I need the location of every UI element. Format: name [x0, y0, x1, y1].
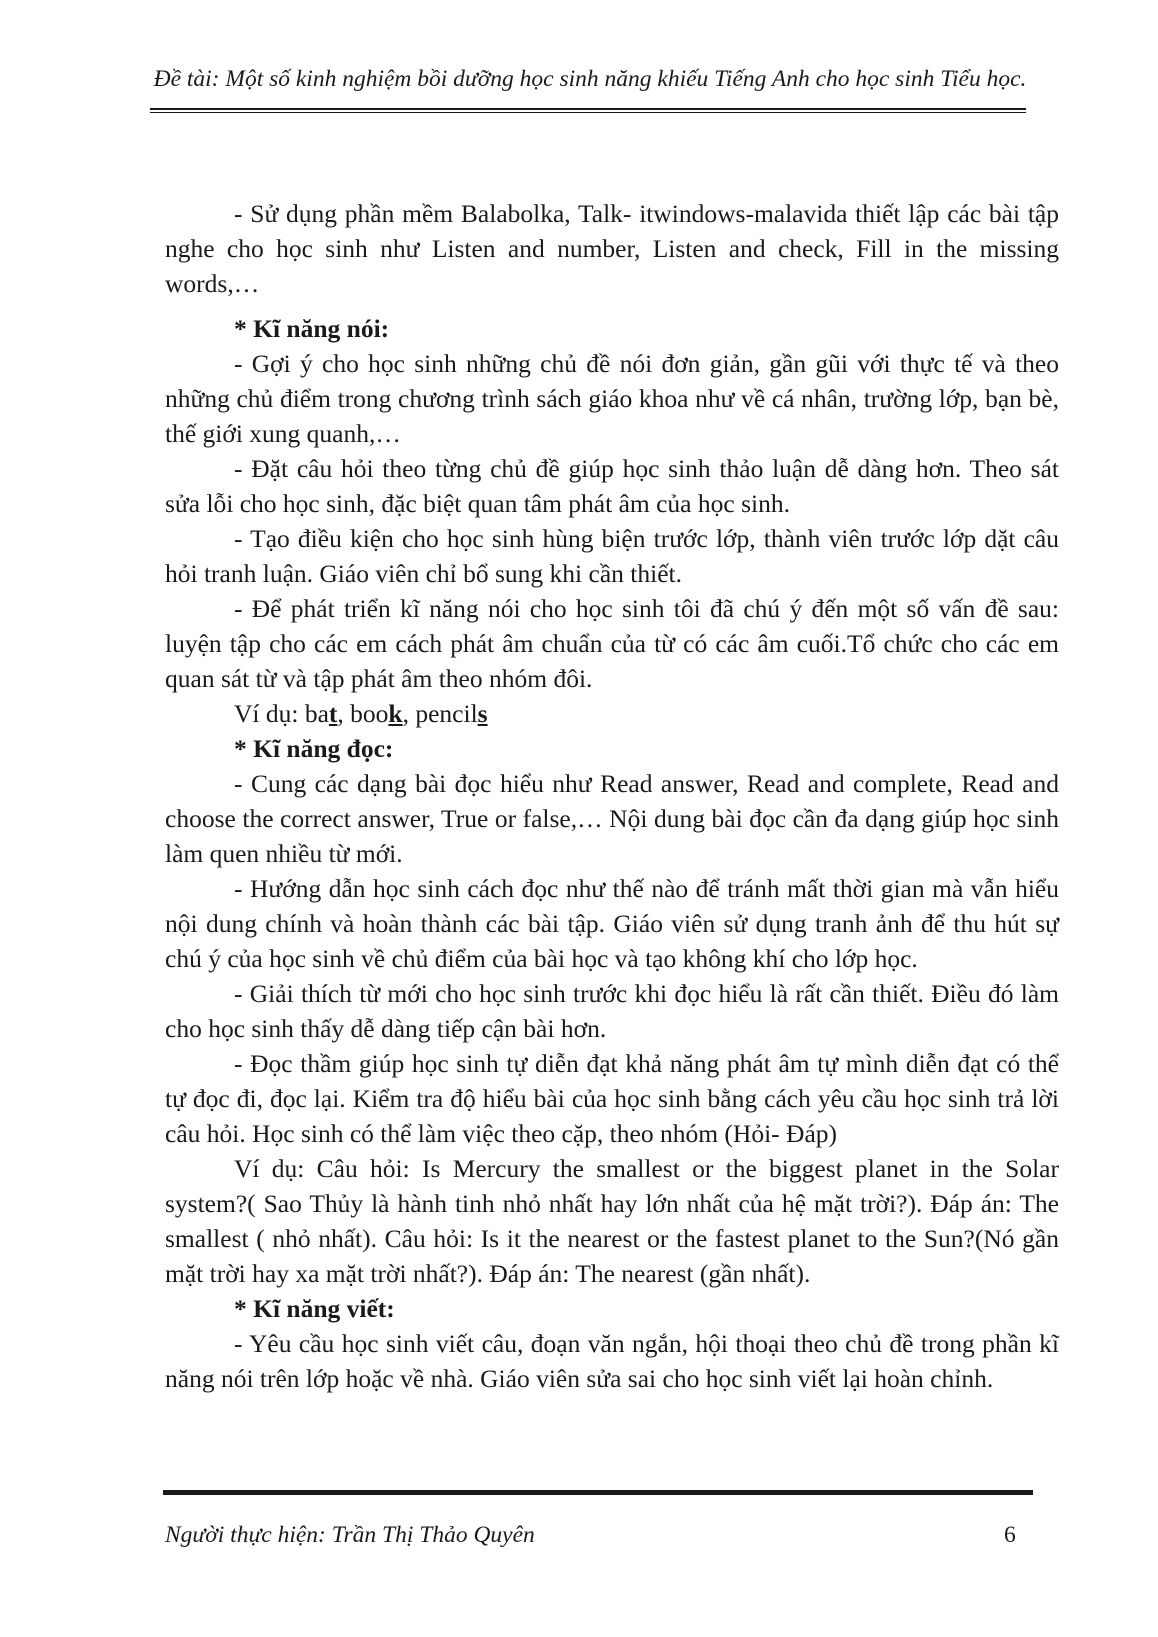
- paragraph-listening-software: - Sử dụng phần mềm Balabolka, Talk- itwindows-malavida thiết lập các bài tập nghe cho học sinh như Listen and number, Listen and check, Fill in the missing words,…: [165, 199, 1059, 298]
- speaking-item-4: - Để phát triển kĩ năng nói cho học sinh tôi đã chú ý đến một số vấn đề sau: luyện tập cho các em cách phát âm chuẩn của từ có các âm cuối.Tổ chức cho các em quan sát từ và tập phát âm theo nhóm đôi.: [165, 594, 1059, 693]
- header-rule-thin: [150, 112, 1026, 113]
- example-sep-2: , pencil: [402, 699, 478, 728]
- reading-item-2: - Hướng dẫn học sinh cách đọc như thế nào để tránh mất thời gian mà vẫn hiểu nội dung chính và hoàn thành các bài tập. Giáo viên sử dụng tranh ảnh để thu hút sự chú ý của học sinh về chủ điểm của bài học và tạo không khí cho lớp học.: [165, 874, 1059, 973]
- speaking-item-2: - Đặt câu hỏi theo từng chủ đề giúp học sinh thảo luận dễ dàng hơn. Theo sát sửa lỗi cho học sinh, đặc biệt quan tâm phát âm của học sinh.: [165, 454, 1059, 518]
- footer-rule: [163, 1490, 1033, 1495]
- example-ending-t: t: [328, 699, 338, 728]
- speaking-item-3: - Tạo điều kiện cho học sinh hùng biện trước lớp, thành viên trước lớp dặt câu hỏi tranh luận. Giáo viên chỉ bổ sung khi cần thiết.: [165, 524, 1059, 588]
- document-header-title: Đề tài: Một số kinh nghiệm bồi dưỡng học sinh năng khiếu Tiếng Anh cho học sinh Tiểu học.: [153, 66, 1027, 92]
- section-heading-writing: * Kĩ năng viết:: [234, 1294, 395, 1323]
- document-body: [165, 196, 1059, 1396]
- footer-author: Người thực hiện: Trần Thị Thảo Quyên: [165, 1522, 535, 1548]
- example-ending-k: k: [388, 699, 403, 728]
- writing-item-1: - Yêu cầu học sinh viết câu, đoạn văn ngắn, hội thoại theo chủ đề trong phần kĩ năng nói trên lớp hoặc về nhà. Giáo viên sửa sai cho học sinh viết lại hoàn chỉnh.: [165, 1329, 1059, 1393]
- header-rule: [150, 108, 1026, 110]
- reading-example: Ví dụ: Câu hỏi: Is Mercury the smallest or the biggest planet in the Solar system?( Sao Thủy là hành tinh nhỏ nhất hay lớn nhất của hệ mặt trời?). Đáp án: The smallest ( nhỏ nhất). Câu hỏi: Is it the nearest or the fastest planet to the Sun?(Nó gần mặt trời hay xa mặt trời nhất?). Đáp án: The nearest (gần nhất).: [165, 1154, 1059, 1288]
- reading-item-3: - Giải thích từ mới cho học sinh trước khi đọc hiểu là rất cần thiết. Điều đó làm cho học sinh thấy dễ dàng tiếp cận bài hơn.: [165, 979, 1059, 1043]
- speaking-item-1: - Gợi ý cho học sinh những chủ đề nói đơn giản, gần gũi với thực tế và theo những chủ điểm trong chương trình sách giáo khoa như về cá nhân, trường lớp, bạn bè, thế giới xung quanh,…: [165, 349, 1059, 448]
- reading-item-1: - Cung các dạng bài đọc hiểu như Read answer, Read and complete, Read and choose the correct answer, True or false,… Nội dung bài đọc cần đa dạng giúp học sinh làm quen nhiều từ mới.: [165, 769, 1059, 868]
- section-heading-reading: * Kĩ năng đọc:: [234, 734, 394, 763]
- example-prefix: Ví dụ: ba: [234, 699, 329, 728]
- section-heading-speaking: * Kĩ năng nói:: [234, 314, 390, 343]
- reading-item-4: - Đọc thầm giúp học sinh tự diễn đạt khả năng phát âm tự mình diễn đạt có thể tự đọc đi, đọc lại. Kiểm tra độ hiểu bài của học sinh bằng cách yêu cầu học sinh trả lời câu hỏi. Học sinh có thể làm việc theo cặp, theo nhóm (Hỏi- Đáp): [165, 1049, 1059, 1148]
- example-ending-s: s: [477, 699, 488, 728]
- example-sep-1: , boo: [337, 699, 389, 728]
- page-number: 6: [1004, 1522, 1016, 1548]
- speaking-example: [165, 696, 1059, 731]
